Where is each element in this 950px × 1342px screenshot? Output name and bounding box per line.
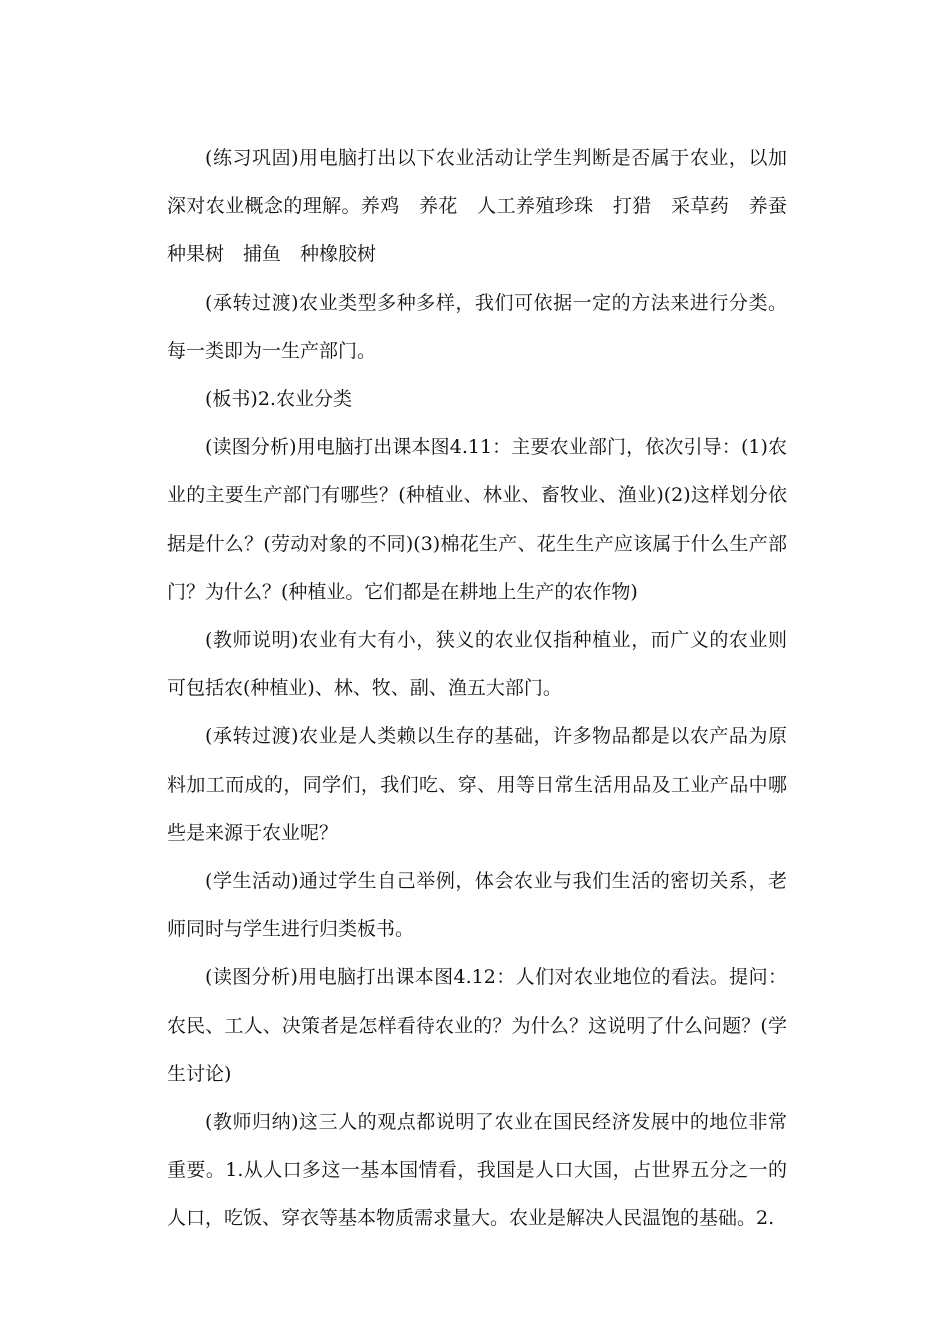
- document-body: [167, 134, 807, 1243]
- paragraph-transition-foundation: (承转过渡)农业是人类赖以生存的基础，许多物品都是以农产品为原料加工而成的，同学们，我们吃、穿、用等日常生活用品及工业产品中哪些是来源于农业呢？: [167, 725, 787, 844]
- paragraph-teacher-summary: (教师归纳)这三人的观点都说明了农业在国民经济发展中的地位非常重要。1.从人口多这一基本国情看，我国是人口大国，占世界五分之一的人口，吃饭、穿衣等基本物质需求量大。农业是解决人民温饱的基础。2.: [167, 1111, 787, 1230]
- paragraph-student-activity: (学生活动)通过学生自己举例，体会农业与我们生活的密切关系，老师同时与学生进行归类板书。: [167, 870, 787, 941]
- paragraph-board-heading: (板书)2.农业分类: [205, 388, 352, 411]
- paragraph-transition-classification: (承转过渡)农业类型多种多样，我们可依据一定的方法来进行分类。每一类即为一生产部门。: [167, 291, 787, 362]
- paragraph-figure-analysis-4-11: (读图分析)用电脑打出课本图4.11：主要农业部门，依次引导：(1)农业的主要生产部门有哪些？(种植业、林业、畜牧业、渔业)(2)这样划分依据是什么？(劳动对象的不同)(3)棉花生产、花生生产应该属于什么生产部门？为什么？(种植业。它们都是在耕地上生产的农作物): [167, 436, 787, 603]
- paragraph-figure-analysis-4-12: (读图分析)用电脑打出课本图4.12：人们对农业地位的看法。提问：农民、工人、决策者是怎样看待农业的？为什么？这说明了什么问题？(学生讨论): [167, 966, 787, 1085]
- paragraph-teacher-explanation: (教师说明)农业有大有小，狭义的农业仅指种植业，而广义的农业则可包括农(种植业)、林、牧、副、渔五大部门。: [167, 629, 787, 700]
- paragraph-practice: (练习巩固)用电脑打出以下农业活动让学生判断是否属于农业，以加深对农业概念的理解。养鸡 养花 人工养殖珍珠 打猎 采草药 养蚕 种果树 捕鱼 种橡胶树: [167, 147, 807, 266]
